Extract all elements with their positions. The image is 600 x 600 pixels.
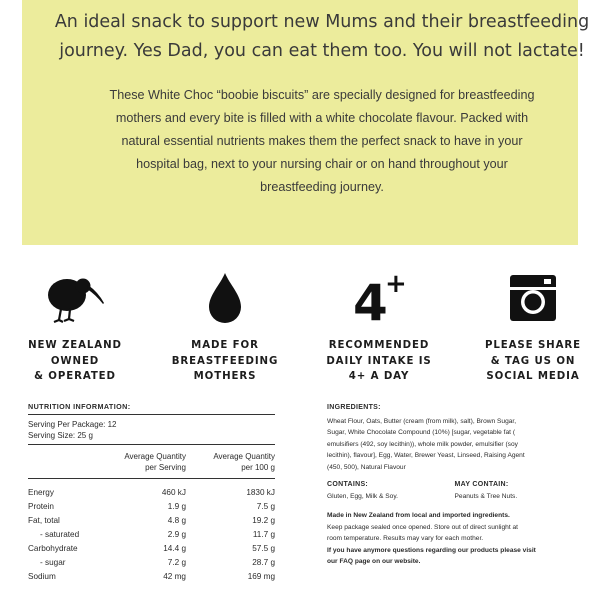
serving-size: Serving Size: 25 g: [28, 431, 93, 440]
header-per-100g: [196, 451, 275, 473]
headline-line: journey. Yes Dad, you can eat them too. You will not lactate!: [59, 41, 585, 61]
table-row: [28, 570, 275, 584]
storage-text: Keep package sealed once opened. Store out of direct sunlight at: [327, 523, 518, 531]
per-100g-value: 57.5 g: [252, 544, 275, 553]
caption-line: & TAG US ON: [490, 355, 576, 367]
feature-nz-owned: [10, 268, 140, 385]
table-row: [28, 528, 275, 542]
header-line: per Serving: [145, 463, 186, 472]
table-row: [28, 500, 275, 514]
per-serving-value: 4.8 g: [167, 516, 186, 525]
ingredients-line: (450, 500), Natural Flavour: [327, 463, 406, 471]
nutrient-name: Carbohydrate: [28, 544, 78, 553]
header-per-serving: [108, 451, 196, 473]
caption-line: DAILY INTAKE IS: [326, 355, 432, 367]
table-row: [28, 556, 275, 570]
description-line: mothers and every bite is filled with a white chocolate flavour. Packed with: [115, 111, 529, 125]
caption-line: 4+ A DAY: [348, 371, 410, 382]
per-100g-value: 28.7 g: [252, 558, 275, 567]
caption-line: NEW ZEALAND: [28, 340, 122, 351]
per-serving-value: 1.9 g: [167, 502, 186, 511]
may-contain-block: [455, 479, 583, 502]
ingredients-line: emulsifiers (492, soy lecithin)), whole milk powder, emulsifier (soy: [327, 440, 518, 448]
nutrient-name: - sugar: [40, 558, 66, 567]
table-row: [28, 542, 275, 556]
intro-banner: [22, 0, 590, 245]
contains-text: Gluten, Egg, Milk & Soy.: [327, 492, 398, 500]
milk-drop-icon: [160, 268, 290, 328]
four-plus-icon: [314, 268, 444, 328]
per-100g-value: 1830 kJ: [246, 488, 275, 497]
table-row: [28, 486, 275, 500]
per-100g-value: 7.5 g: [256, 502, 275, 511]
header-line: per 100 g: [241, 463, 275, 472]
plus-glyph: +: [385, 270, 407, 299]
instagram-camera-icon: [468, 268, 598, 328]
nutrient-name: - saturated: [40, 530, 80, 539]
ingredients-title: INGREDIENTS:: [327, 404, 381, 411]
per-serving-value: 42 mg: [163, 572, 186, 581]
feature-social-media: [468, 268, 598, 385]
caption-line: MADE FOR: [191, 340, 259, 351]
nutrient-name: Protein: [28, 502, 54, 511]
serving-info: [28, 415, 275, 445]
caption-line: & OPERATED: [34, 371, 116, 382]
headline-line: An ideal snack to support new Mums and their breastfeeding: [54, 12, 590, 32]
questions-text: our FAQ page on our website.: [327, 558, 421, 565]
caption-line: RECOMMENDED: [328, 340, 430, 351]
caption-line: MOTHERS: [193, 371, 257, 382]
ingredients-line: Wheat Flour, Oats, Butter (cream (from milk), salt), Brown Sugar,: [327, 417, 517, 425]
nutrition-rows: [28, 479, 275, 584]
feature-caption: [10, 338, 140, 385]
made-in-text: Made in New Zealand from local and imported ingredients.: [327, 512, 510, 519]
description-line: These White Choc “boobie biscuits” are specially designed for breastfeeding: [109, 88, 535, 102]
caption-line: SOCIAL MEDIA: [486, 371, 580, 382]
feature-breastfeeding: [160, 268, 290, 385]
contains-block: [327, 479, 455, 502]
ingredients-list: [327, 416, 582, 474]
per-100g-value: 11.7 g: [252, 530, 275, 539]
description-line: natural essential nutrients makes them the perfect snack to have in your: [121, 134, 523, 148]
banner-description: [72, 84, 572, 199]
questions-text: If you have anymore questions regarding our products please visit: [327, 546, 536, 554]
product-notes: [327, 510, 582, 568]
header-line: Average Quantity: [213, 452, 275, 461]
per-100g-value: 19.2 g: [252, 516, 275, 525]
four-glyph: 4: [353, 274, 388, 326]
description-line: hospital bag, next to your nursing chair or on hand throughout your: [136, 157, 508, 171]
feature-caption: [160, 338, 290, 385]
servings-per-package: Serving Per Package: 12: [28, 420, 117, 429]
table-row: [28, 514, 275, 528]
description-line: breastfeeding journey.: [260, 180, 384, 194]
allergen-info: [327, 479, 582, 502]
contains-title: CONTAINS:: [327, 481, 369, 488]
per-serving-value: 2.9 g: [167, 530, 186, 539]
nutrient-name: Sodium: [28, 572, 56, 581]
nutrient-name: Energy: [28, 488, 54, 497]
storage-text: room temperature. Results may vary for each mother.: [327, 535, 484, 542]
header-spacer: [28, 451, 108, 473]
feature-caption: [314, 338, 444, 385]
feature-daily-intake: [314, 268, 444, 385]
caption-line: BREASTFEEDING: [171, 355, 279, 367]
ingredients-line: lecithin), flavour], Egg, Water, Brewer Yeast, Linseed, Raising Agent: [327, 452, 525, 459]
may-contain-title: MAY CONTAIN:: [454, 481, 509, 488]
header-line: Average Quantity: [124, 452, 186, 461]
per-serving-value: 14.4 g: [163, 544, 186, 553]
per-serving-value: 7.2 g: [167, 558, 186, 567]
ingredients-panel: [327, 402, 582, 568]
nutrition-table-header: [28, 445, 275, 479]
caption-line: OWNED: [50, 355, 100, 367]
feature-caption: [468, 338, 598, 385]
per-100g-value: 169 mg: [247, 572, 275, 581]
per-serving-value: 460 kJ: [161, 488, 186, 497]
may-contain-text: Peanuts & Tree Nuts.: [454, 492, 518, 500]
kiwi-bird-icon: [10, 268, 140, 328]
caption-line: PLEASE SHARE: [485, 340, 581, 351]
ingredients-line: Sugar, White Chocolate Compound (10%) [sugar, vegetable fat (: [327, 429, 516, 436]
banner-headline: [52, 8, 592, 66]
nutrition-title: NUTRITION INFORMATION:: [28, 402, 275, 415]
nutrition-panel: [28, 402, 275, 584]
nutrient-name: Fat, total: [28, 516, 60, 525]
